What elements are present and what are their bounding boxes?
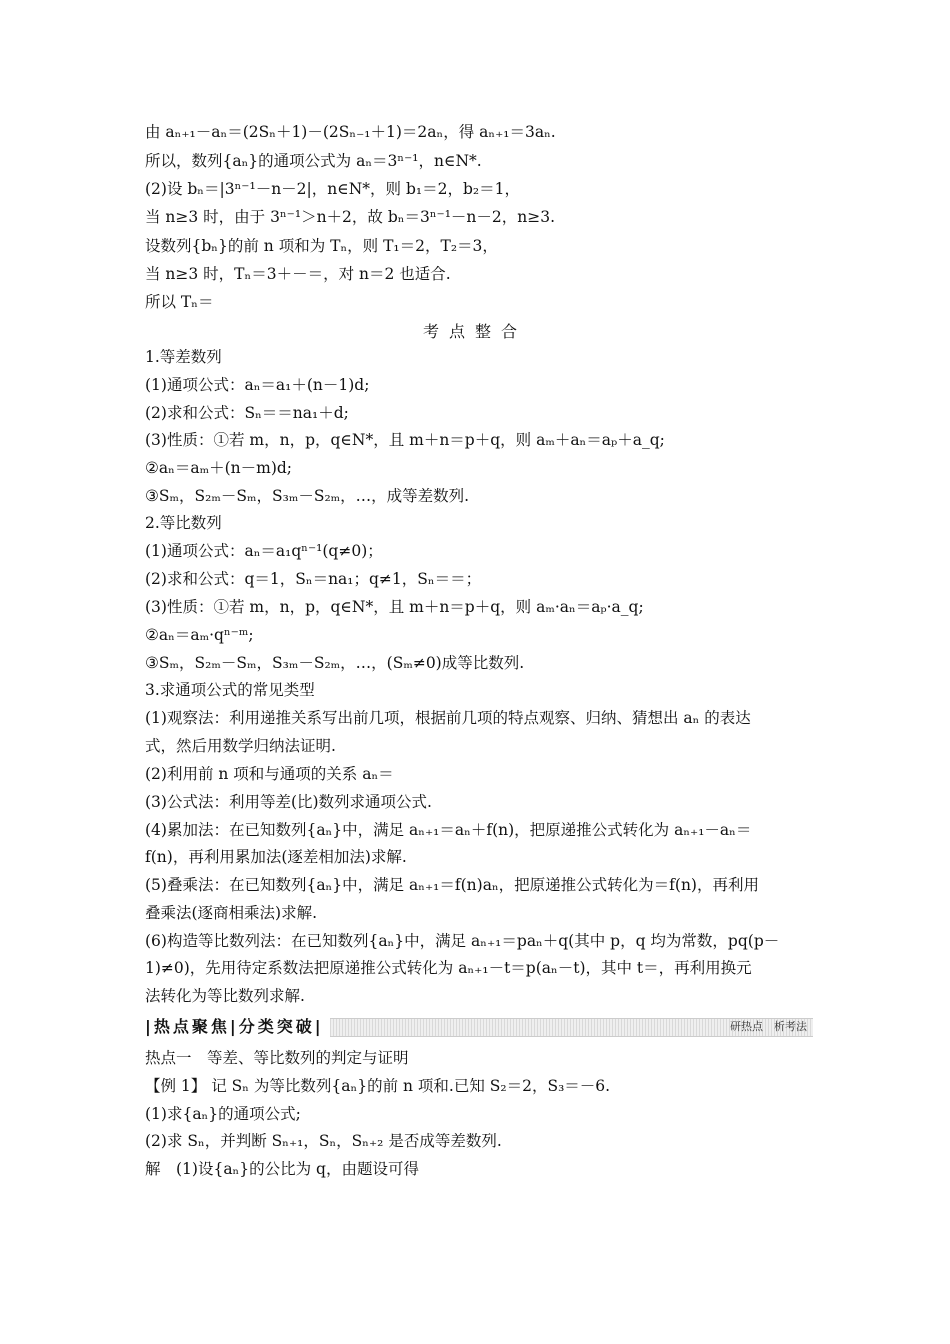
text-line: (6)构造等比数列法：在已知数列{aₙ}中，满足 aₙ₊₁＝paₙ＋q(其中 p，q 均为常数，pq(p－ (145, 932, 780, 950)
text-line: (2)利用前 n 项和与通项的关系 aₙ＝ (145, 765, 394, 783)
text-line: (1)通项公式：aₙ＝a₁qⁿ⁻¹(q≠0)； (145, 542, 383, 560)
text-line: ③Sₘ，S₂ₘ－Sₘ，S₃ₘ－S₂ₘ，…，(Sₘ≠0)成等比数列. (145, 654, 525, 672)
text-line: 解 (1)设{aₙ}的公比为 q，由题设可得 (145, 1160, 419, 1178)
text-line: ③Sₘ，S₂ₘ－Sₘ，S₃ₘ－S₂ₘ，…，成等差数列. (145, 487, 470, 505)
text-line: 当 n≥3 时，由于 3ⁿ⁻¹＞n＋2，故 bₙ＝3ⁿ⁻¹－n－2，n≥3. (145, 208, 556, 226)
text-line: ②aₙ＝aₘ·qⁿ⁻ᵐ; (145, 626, 254, 644)
text-line: 【例 1】 记 Sₙ 为等比数列{aₙ}的前 n 项和.已知 S₂＝2，S₃＝－6. (145, 1077, 611, 1095)
text-line: (1)求{aₙ}的通项公式; (145, 1105, 301, 1123)
banner-subtitle: 研热点 析考法 (730, 1020, 807, 1033)
text-line: 式，然后用数学归纳法证明. (145, 737, 336, 755)
text-line: 叠乘法(逐商相乘法)求解. (145, 904, 318, 922)
text-line: (5)叠乘法：在已知数列{aₙ}中，满足 aₙ₊₁＝f(n)aₙ，把原递推公式转化为＝f(n)，再利用 (145, 876, 759, 894)
text-line: 当 n≥3 时，Tₙ＝3＋－＝，对 n＝2 也适合. (145, 265, 451, 283)
text-line: (3)性质：①若 m，n，p，q∈N*，且 m＋n＝p＋q，则 aₘ＋aₙ＝aₚ＋a_q; (145, 431, 665, 449)
text-line: 1.等差数列 (145, 348, 222, 366)
text-line: ②aₙ＝aₘ＋(n－m)d; (145, 459, 293, 477)
text-line: (2)求 Sₙ，并判断 Sₙ₊₁，Sₙ，Sₙ₊₂ 是否成等差数列. (145, 1132, 502, 1150)
text-line: (3)公式法：利用等差(比)数列求通项公式. (145, 793, 432, 811)
text-line: 1)≠0)，先用待定系数法把原递推公式转化为 aₙ₊₁－t＝p(aₙ－t)，其中 t＝，再利用换元 (145, 959, 752, 977)
text-line: (2)求和公式：q＝1，Sₙ＝na₁；q≠1，Sₙ＝＝； (145, 570, 482, 588)
text-line: 2.等比数列 (145, 514, 222, 532)
text-line: 法转化为等比数列求解. (145, 987, 305, 1005)
text-line: (1)通项公式：aₙ＝a₁＋(n－1)d; (145, 376, 370, 394)
text-line: 所以，数列{aₙ}的通项公式为 aₙ＝3ⁿ⁻¹，n∈N*. (145, 152, 482, 170)
text-line: (4)累加法：在已知数列{aₙ}中，满足 aₙ₊₁＝aₙ＋f(n)，把原递推公式转化为 aₙ₊₁－aₙ＝ (145, 821, 752, 839)
text-line: (3)性质：①若 m，n，p，q∈N*，且 m＋n＝p＋q，则 aₘ·aₙ＝aₚ·a_q; (145, 598, 644, 616)
banner-title: |热点聚焦|分类突破| (145, 1015, 330, 1039)
text-line: 3.求通项公式的常见类型 (145, 681, 315, 699)
section-heading: 考点整合 (422, 322, 527, 341)
text-line: (2)求和公式：Sₙ＝＝na₁＋d; (145, 404, 349, 422)
text-line: 由 aₙ₊₁－aₙ＝(2Sₙ＋1)－(2Sₙ₋₁＋1)＝2aₙ，得 aₙ₊₁＝3aₙ. (145, 123, 556, 141)
text-line: 设数列{bₙ}的前 n 项和为 Tₙ，则 T₁＝2，T₂＝3， (145, 237, 498, 255)
text-line: 所以 Tₙ＝ (145, 293, 214, 311)
section-banner (145, 1015, 813, 1039)
text-line: f(n)，再利用累加法(逐差相加法)求解. (145, 848, 407, 866)
text-line: (2)设 bₙ＝|3ⁿ⁻¹－n－2|，n∈N*，则 b₁＝2，b₂＝1， (145, 180, 520, 198)
text-line: (1)观察法：利用递推关系写出前几项，根据前几项的特点观察、归纳、猜想出 aₙ 的表达 (145, 709, 751, 727)
text-line: 热点一 等差、等比数列的判定与证明 (145, 1049, 409, 1067)
